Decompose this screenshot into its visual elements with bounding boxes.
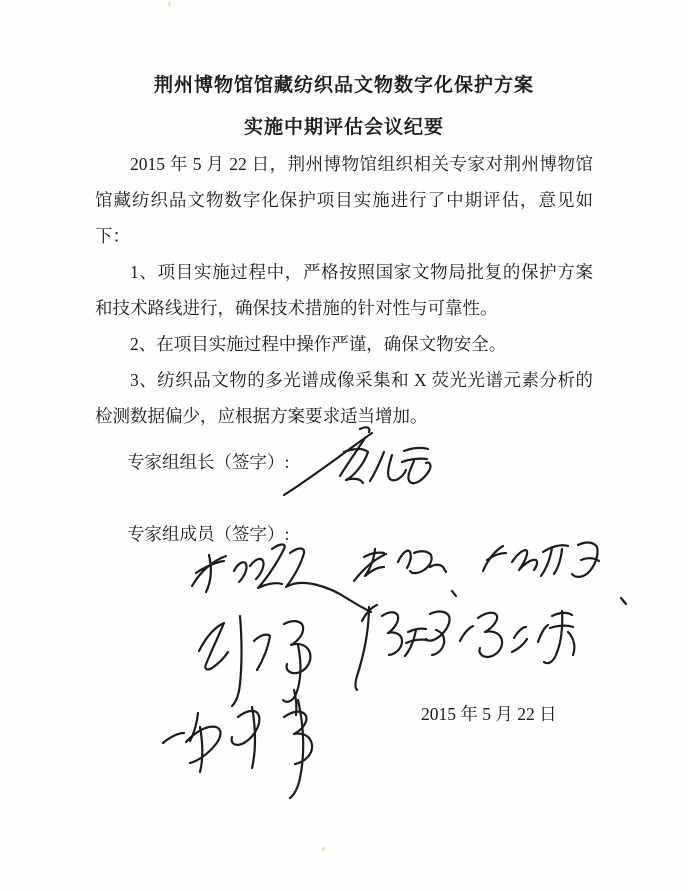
member-signature-3 [483,543,626,604]
scan-speck [322,847,325,851]
member-signature-2 [354,549,456,596]
body-paragraph-4: 3、纺织品文物的多光谱成像采集和 X 荧光光谱元素分析的检测数据偏少，应根据方案要求适当增加。 [95,370,593,426]
expert-members-signature-label: 专家组成员（签字）: [127,524,290,544]
member-signature-6 [460,611,574,663]
document-body [95,146,593,434]
body-paragraph-3: 2、在项目实施过程中操作严谨，确保文物安全。 [130,334,507,354]
leader-signature [284,427,430,495]
member-signature-1 [192,545,371,613]
member-signature-4 [199,616,310,706]
body-paragraph-1: 2015 年 5 月 22 日，荆州博物馆组织相关专家对荆州博物馆馆藏纺织品文物数字化保护项目实施进行了中期评估，意见如下： [95,154,593,246]
member-signature-7 [163,690,312,798]
expert-leader-signature-label: 专家组组长（签字）: [127,452,290,472]
document-title-line1: 荆州博物馆馆藏纺织品文物数字化保护方案 [153,75,534,96]
scan-speck [168,2,171,6]
member-signature-5 [356,605,450,690]
document-title-line2: 实施中期评估会议纪要 [243,117,444,138]
document-date: 2015 年 5 月 22 日 [421,704,557,724]
body-paragraph-2: 1、项目实施过程中，严格按照国家文物局批复的保护方案和技术路线进行，确保技术措施的针对性与可靠性。 [95,262,593,318]
